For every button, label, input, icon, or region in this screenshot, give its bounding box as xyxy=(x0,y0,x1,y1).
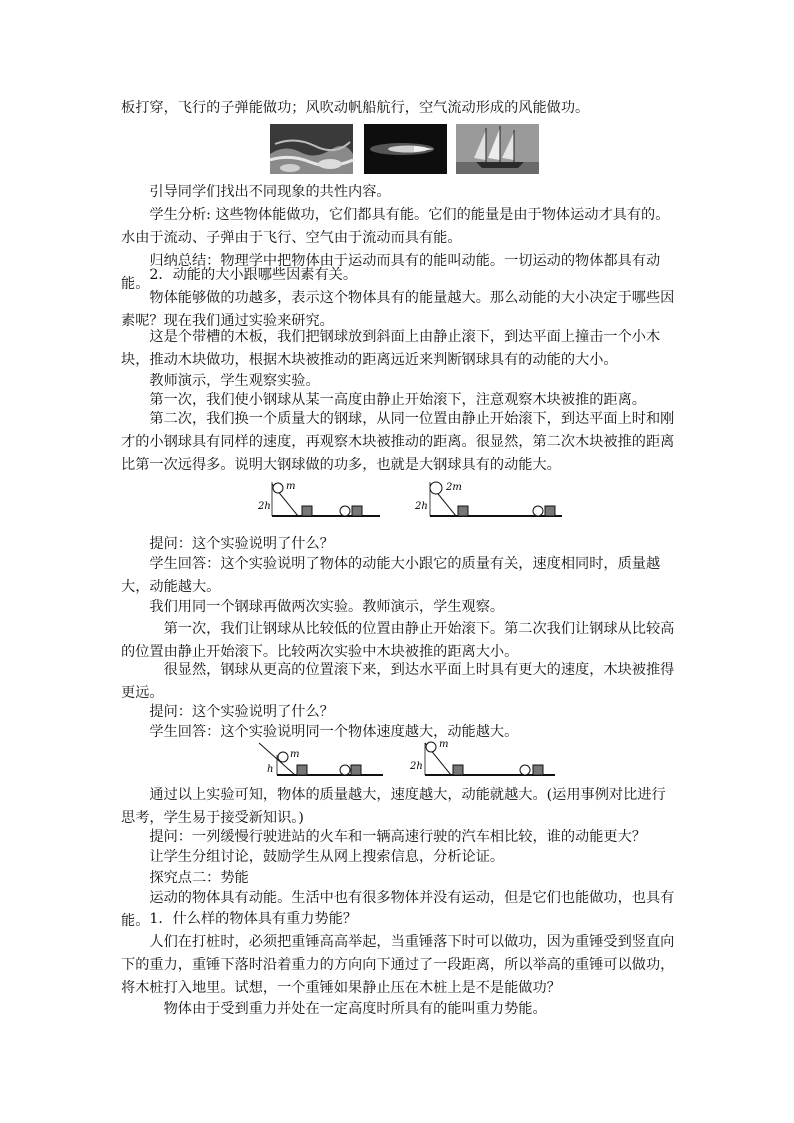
mass-experiment-right xyxy=(414,482,562,516)
paragraph-16: 提问：这个实验说明了什么？ xyxy=(149,704,334,720)
steel-ball xyxy=(273,483,283,493)
ball-final xyxy=(520,765,530,775)
paragraph-13: 我们用同一个钢球再做两次实验。教师演示，学生观察。 xyxy=(149,599,505,615)
height-label: h xyxy=(267,764,274,775)
flying-bullet-photo xyxy=(364,124,447,174)
mass-label: m xyxy=(286,481,296,492)
wood-block xyxy=(453,765,463,775)
paragraph-6: 物体能够做的功越多，表示这个物体具有的能量越大。那么动能的大小决定于哪些因素呢？现在我们通过实验来研究。 xyxy=(121,290,675,329)
mass-label: m xyxy=(290,749,300,760)
mass-experiment-left xyxy=(257,481,380,516)
paragraph-18: 通过以上实验可知，物体的质量越大，速度越大，动能就越大。(运用事例对比进行思考，学生易于接受新知识。) xyxy=(121,787,666,826)
wood-block-moved xyxy=(545,506,555,516)
wood-block-moved xyxy=(352,506,362,516)
height-label: 2h xyxy=(410,761,423,772)
wood-block-moved xyxy=(351,765,361,775)
paragraph-15: 很显然，钢球从更高的位置滚下来，到达水平面上时具有更大的速度，木块被推得更远。 xyxy=(121,662,675,701)
wood-block xyxy=(302,506,312,516)
speed-experiment-right xyxy=(409,739,555,775)
paragraph-14: 第一次，我们让钢球从比较低的位置由静止开始滚下。第二次我们让钢球从比较高的位置由静止开始滚下。比较两次实验中木块被推的距离大小。 xyxy=(121,621,675,660)
speed-experiment-diagram xyxy=(255,739,565,779)
paragraph-17: 学生回答：这个实验说明同一个物体速度越大，动能越大。 xyxy=(149,724,519,740)
paragraph-25: 物体由于受到重力并处在一定高度时所具有的能叫重力势能。 xyxy=(163,1001,547,1017)
steel-ball xyxy=(426,742,436,752)
paragraph-11: 提问：这个实验说明了什么？ xyxy=(149,536,334,552)
height-label: 2h xyxy=(415,501,428,512)
paragraph-19: 提问：一列缓慢行驶进站的火车和一辆高速行驶的汽车相比较，谁的动能更大？ xyxy=(149,829,646,845)
ball-final xyxy=(340,765,350,775)
paragraph-5: 2．动能的大小跟哪些因素有关。 xyxy=(149,267,358,283)
ball-final xyxy=(533,506,543,516)
flowing-water-photo xyxy=(270,124,353,174)
steel-ball xyxy=(278,752,288,762)
paragraph-8: 教师演示，学生观察实验。 xyxy=(149,373,320,389)
wood-block xyxy=(458,506,468,516)
mass-experiment-diagram xyxy=(250,478,575,524)
paragraph-12: 学生回答：这个实验说明了物体的动能大小跟它的质量有关，速度相同时，质量越大，动能越大。 xyxy=(121,556,661,595)
mass-label: m xyxy=(439,739,449,750)
paragraph-22: 运动的物体具有动能。生活中也有很多物体并没有运动，但是它们也能做功，也具有能。 xyxy=(121,890,675,929)
section-heading-potential-energy: 探究点二：势能 xyxy=(149,870,249,886)
paragraph-10: 第二次，我们换一个质量大的钢球，从同一位置由静止开始滚下，到达平面上时和刚才的小钢球具有同样的速度，再观察木块被推动的距离。很显然，第二次木块被推的距离比第一次远得多。说明大钢球做的功多，也就是大钢球具有的动能大。 xyxy=(121,411,675,473)
paragraph-3: 学生分析: 这些物体能做功，它们都具有能。它们的能量是由于物体运动才具有的。水由于流动、子弹由于飞行、空气由于流动而具有能。 xyxy=(121,207,670,246)
paragraph-7: 这是个带槽的木板，我们把钢球放到斜面上由静止滚下，到达平面上撞击一个小木块，推动木块做功，根据木块被推动的距离远近来判断钢球具有的动能的大小。 xyxy=(121,329,661,368)
steel-ball xyxy=(430,482,442,494)
wood-block-moved xyxy=(533,765,543,775)
wood-block xyxy=(297,765,307,775)
paragraph-23: 1．什么样的物体具有重力势能？ xyxy=(149,911,358,927)
paragraph-20: 让学生分组讨论，鼓励学生从网上搜索信息，分析论证。 xyxy=(149,849,505,865)
paragraph-4: 归纳总结：物理学中把物体由于运动而具有的能叫动能。一切运动的物体都具有动能。 xyxy=(121,253,661,292)
sailing-ship-photo xyxy=(456,124,539,174)
paragraph-9: 第一次，我们使小钢球从某一高度由静止开始滚下，注意观察木块被推的距离。 xyxy=(149,392,646,408)
speed-experiment-left xyxy=(259,743,383,775)
paragraph-1: 板打穿，飞行的子弹能做功；风吹动帆船航行，空气流动形成的风能做功。 xyxy=(121,100,590,116)
height-label: 2h xyxy=(258,501,271,512)
paragraph-24: 人们在打桩时，必须把重锤高高举起，当重锤落下时可以做功，因为重锤受到竖直向下的重力，重锤下落时沿着重力的方向向下通过了一段距离，所以举高的重锤可以做功，将木桩打入地里。试想，一个重锤如果静止压在木桩上是不是能做功？ xyxy=(121,934,675,996)
paragraph-2: 引导同学们找出不同现象的共性内容。 xyxy=(149,184,391,200)
mass-label: 2m xyxy=(446,482,462,493)
ball-final xyxy=(340,506,350,516)
